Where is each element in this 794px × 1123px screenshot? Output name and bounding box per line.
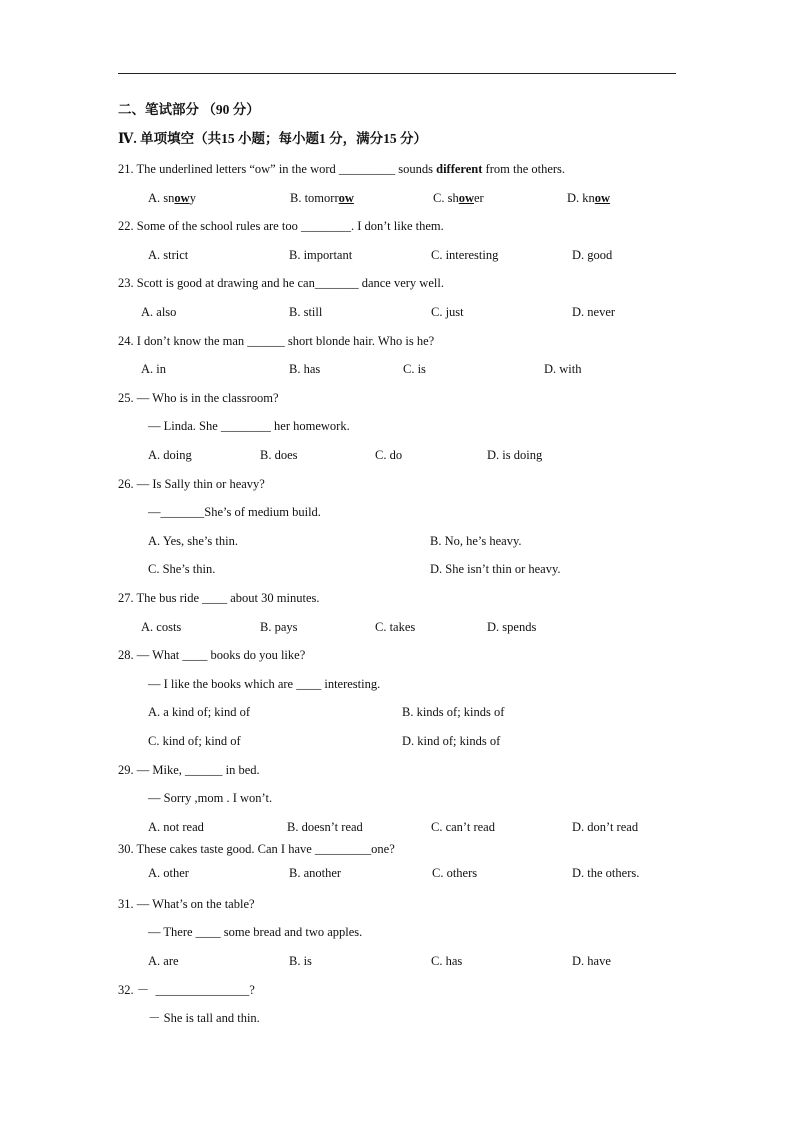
q26-option-b: B. No, he’s heavy. <box>430 534 522 548</box>
q31-option-c: C. has <box>431 954 463 968</box>
q23-option-d: D. never <box>572 305 616 319</box>
q30-option-a: A. other <box>148 866 189 880</box>
q30-option-b: B. another <box>289 866 342 880</box>
question-29-reply: — Sorry ,mom . I won’t. <box>148 791 273 805</box>
q28-option-c: C. kind of; kind of <box>148 734 241 748</box>
q23-option-a: A. also <box>141 305 177 319</box>
q25-option-a: A. doing <box>148 448 192 462</box>
q29-option-b: B. doesn’t read <box>287 820 363 834</box>
question-22-stem: 22. Some of the school rules are too ________. I don’t like them. <box>118 219 444 233</box>
q21-option-a: A. snowy <box>148 191 196 205</box>
question-32-stem: 32. － _______________? <box>118 983 255 997</box>
q24-option-c: C. is <box>403 362 426 376</box>
question-21-stem: 21. The underlined letters “ow” in the word _________ sounds different from the others. <box>118 162 566 176</box>
q27-option-d: D. spends <box>487 620 537 634</box>
q30-option-c: C. others <box>432 866 478 880</box>
q24-option-b: B. has <box>289 362 321 376</box>
bold-word: different <box>436 162 483 176</box>
answer-blank: _________ <box>338 162 396 176</box>
q23-option-c: C. just <box>431 305 464 319</box>
question-27-stem: 27. The bus ride ____ about 30 minutes. <box>118 591 320 605</box>
question-23-stem: 23. Scott is good at drawing and he can_______ dance very well. <box>118 276 444 290</box>
q29-option-c: C. can’t read <box>431 820 495 834</box>
question-26-stem: 26. — Is Sally thin or heavy? <box>118 477 265 491</box>
q27-option-c: C. takes <box>375 620 416 634</box>
q26-option-a: A. Yes, she’s thin. <box>148 534 238 548</box>
q23-option-b: B. still <box>289 305 323 319</box>
header-rule <box>118 73 676 74</box>
q25-option-b: B. does <box>260 448 298 462</box>
q26-option-c: C. She’s thin. <box>148 562 216 576</box>
answer-blank: _______________ <box>155 983 250 997</box>
question-28-stem: 28. — What ____ books do you like? <box>118 648 306 662</box>
question-28-reply: — I like the books which are ____ interesting. <box>148 677 381 691</box>
q29-option-a: A. not read <box>148 820 204 834</box>
section-title: 二、笔试部分 （90 分） <box>118 102 260 117</box>
q22-option-d: D. good <box>572 248 613 262</box>
q25-option-d: D. is doing <box>487 448 543 462</box>
question-26-reply: —_______She’s of medium build. <box>148 505 321 519</box>
question-29-stem: 29. — Mike, ______ in bed. <box>118 763 260 777</box>
q28-option-d: D. kind of; kinds of <box>402 734 501 748</box>
q27-option-a: A. costs <box>141 620 182 634</box>
q28-option-b: B. kinds of; kinds of <box>402 705 505 719</box>
q30-option-d: D. the others. <box>572 866 640 880</box>
q24-option-a: A. in <box>141 362 166 376</box>
question-25-reply: — Linda. She ________ her homework. <box>148 419 350 433</box>
question-25-stem: 25. — Who is in the classroom? <box>118 391 279 405</box>
question-30-stem: 30. These cakes taste good. Can I have _________one? <box>118 842 395 856</box>
question-31-stem: 31. — What’s on the table? <box>118 897 255 911</box>
q26-option-d: D. She isn’t thin or heavy. <box>430 562 561 576</box>
q27-option-b: B. pays <box>260 620 298 634</box>
q21-option-b: B. tomorrow <box>290 191 354 205</box>
q31-option-d: D. have <box>572 954 611 968</box>
part-title: Ⅳ. 单项填空（共15 小题；每小题1 分，满分15 分） <box>118 131 427 146</box>
q28-option-a: A. a kind of; kind of <box>148 705 251 719</box>
q21-option-c: C. shower <box>433 191 484 205</box>
question-31-reply: — There ____ some bread and two apples. <box>148 925 363 939</box>
q22-option-a: A. strict <box>148 248 189 262</box>
question-24-stem: 24. I don’t know the man ______ short blonde hair. Who is he? <box>118 334 435 348</box>
q22-option-b: B. important <box>289 248 353 262</box>
q22-option-c: C. interesting <box>431 248 499 262</box>
q21-option-d: D. know <box>567 191 611 205</box>
q31-option-b: B. is <box>289 954 312 968</box>
q25-option-c: C. do <box>375 448 403 462</box>
q31-option-a: A. are <box>148 954 179 968</box>
q24-option-d: D. with <box>544 362 582 376</box>
q29-option-d: D. don’t read <box>572 820 639 834</box>
question-32-reply: － She is tall and thin. <box>148 1011 260 1025</box>
